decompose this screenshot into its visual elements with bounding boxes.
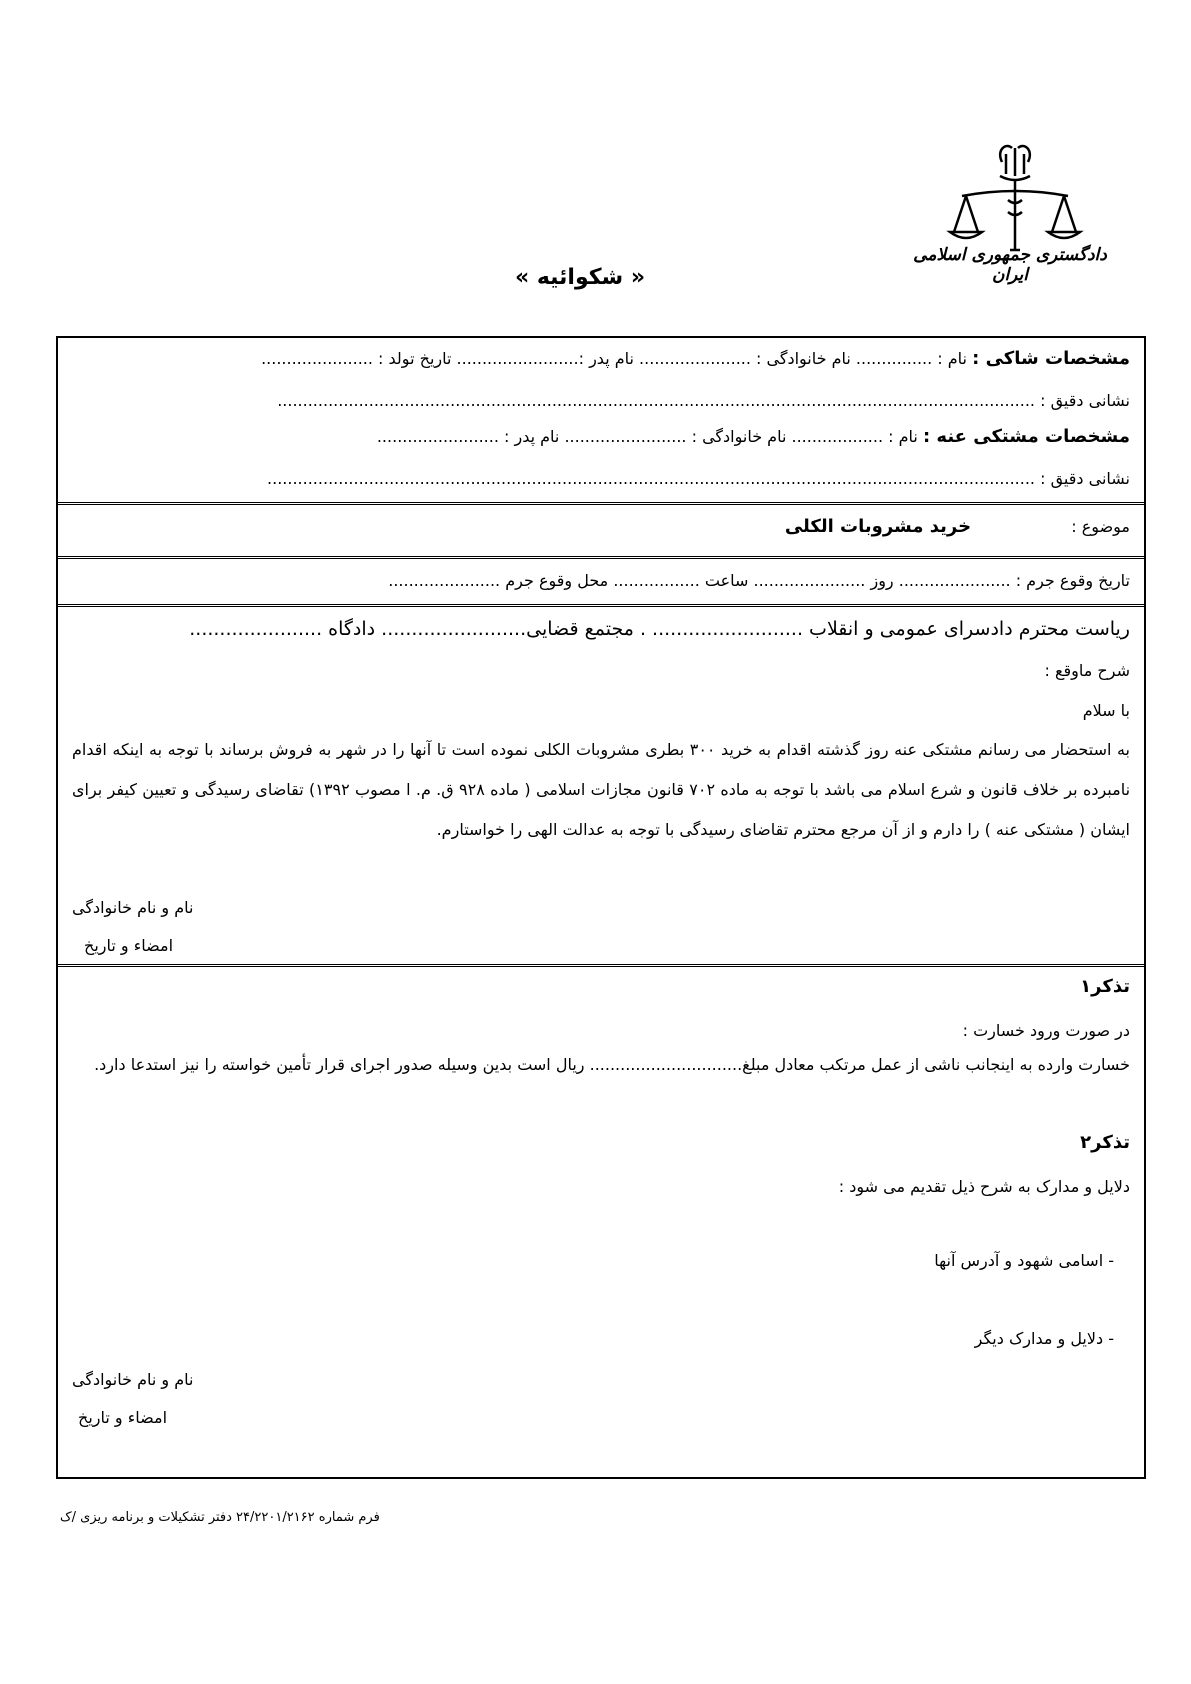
complainant-heading: مشخصات شاکی : (972, 348, 1130, 369)
divider (58, 556, 1144, 559)
signature-name-label: نام و نام خانوادگی (72, 898, 194, 917)
form-number-footer: فرم شماره ۲۴/۲۲۰۱/۲۱۶۲ دفتر تشکیلات و برنامه ریزی /ک (60, 1510, 380, 1525)
accused-row (72, 426, 1130, 448)
org-name: دادگستری جمهوری اسلامی ایران (913, 245, 1107, 285)
complainant-fields: نام : ............... نام خانوادگی : ...................... نام پدر :........................ تاریخ تولد : ...................... (261, 349, 968, 368)
form-title: « شکوائیه » (514, 265, 646, 290)
crime-time-row: تاریخ وقوع جرم : ...................... روز ...................... ساعت ................. محل وقوع جرم ...................... (388, 571, 1130, 590)
divider (58, 964, 1144, 967)
greeting: با سلام (1082, 701, 1130, 720)
subject-value: خرید مشروبات الکلی (784, 516, 972, 537)
accused-address: نشانی دقیق : ....................................................................................................................................................... (267, 469, 1130, 488)
note2-item-witnesses: - اسامی شهود و آدرس آنها (934, 1251, 1114, 1270)
addressee: ریاست محترم دادسرای عمومی و انقلاب ......................... . مجتمع قضایی........................ دادگاه ...................... (189, 618, 1130, 640)
complainant-row (72, 348, 1130, 370)
accused-fields: نام : .................. نام خانوادگی : ........................ نام پدر : ........................ (376, 427, 918, 446)
complainant-address: نشانی دقیق : ..................................................................................................................................................... (277, 391, 1130, 410)
signature-sign-label: امضاء و تاریخ (84, 936, 174, 955)
divider (58, 604, 1144, 607)
note2-item-evidence: - دلایل و مدارک دیگر (974, 1329, 1114, 1348)
subject-row (72, 516, 1130, 538)
signature-name-label: نام و نام خانوادگی (72, 1370, 194, 1389)
note1-line1: در صورت ورود خسارت : (962, 1021, 1130, 1040)
note2-line1: دلایل و مدارک به شرح ذیل تقدیم می شود : (838, 1177, 1130, 1196)
note1-heading: تذکر۱ (1080, 976, 1130, 997)
description-label: شرح ماوقع : (1044, 661, 1130, 680)
divider (58, 502, 1144, 505)
accused-heading: مشخصات مشتکی عنه : (922, 426, 1130, 447)
form-frame (56, 336, 1146, 1479)
note1-line2: خسارت وارده به اینجانب ناشی از عمل مرتکب معادل مبلغ.............................. ریال است بدین وسیله صدور اجرای قرار تأمین خواسته را نیز استدعا دارد. (94, 1055, 1130, 1074)
note2-heading: تذکر۲ (1080, 1132, 1130, 1153)
complaint-body: به استحضار می رسانم مشتکی عنه روز گذشته اقدام به خرید ۳۰۰ بطری مشروبات الکلی نموده است تا آنها را در شهر به فروش برساند با توجه به اینکه اقدام نامبرده بر خلاف قانون و شرع اسلام می باشد با توجه به ماده ۷۰۲ قانون مجازات اسلامی ( ماده ۹۲۸ ق. م. ا مصوب ۱۳۹۲) تقاضای رسیدگی و تعیین کیفر برای ایشان ( مشتکی عنه ) را دارم و از آن مرجع محترم تقاضای رسیدگی با توجه به عدالت الهی را خواستارم. (72, 740, 1131, 839)
subject-label: موضوع : (1071, 517, 1130, 536)
signature-sign-label: امضاء و تاریخ (78, 1408, 168, 1427)
